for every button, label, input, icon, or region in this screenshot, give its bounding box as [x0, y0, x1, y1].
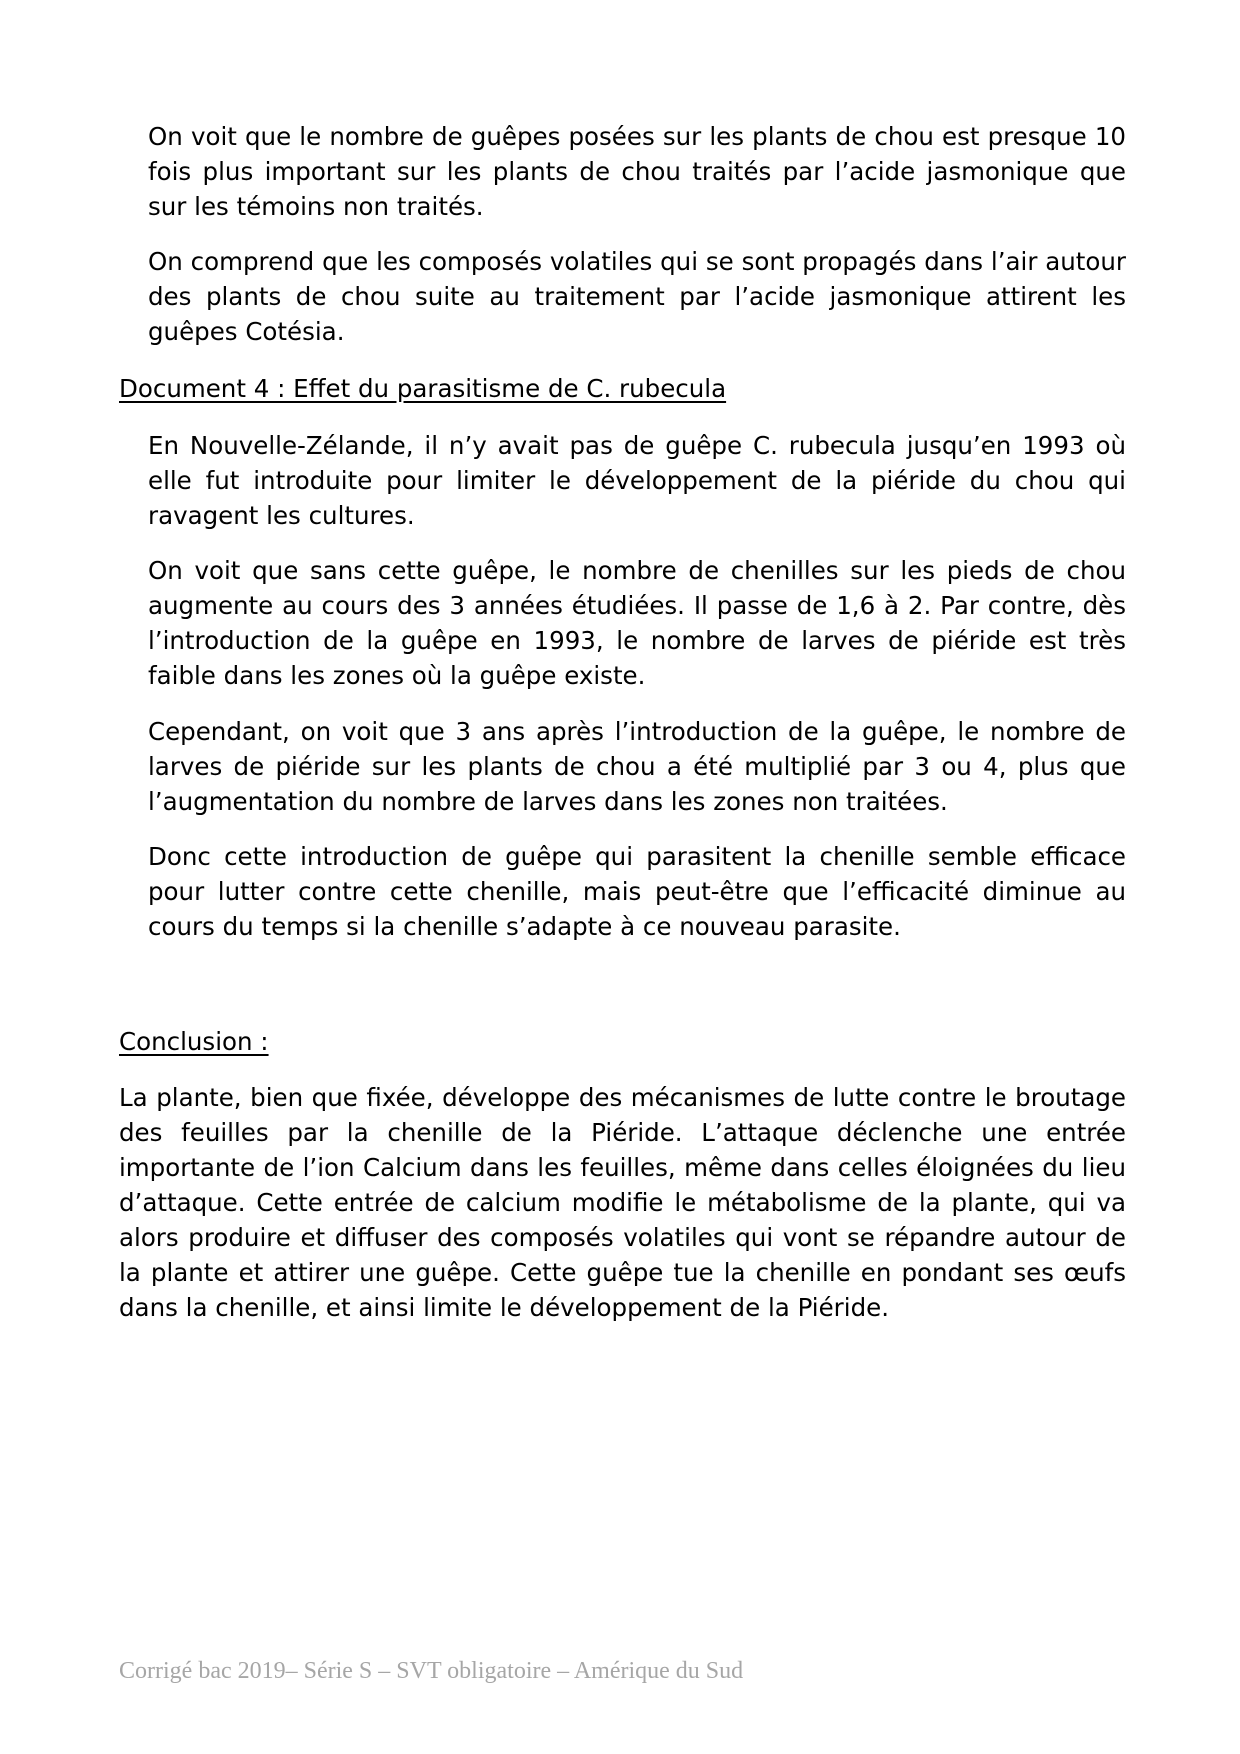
page-footer: Corrigé bac 2019– Série S – SVT obligatoire – Amérique du Sud	[119, 1658, 744, 1684]
paragraph-wasp-count: On voit que le nombre de guêpes posées sur les plants de chou est presque 10 fois plus important sur les plants de chou traités par l’acide jasmonique que sur les témoins non traités.	[148, 122, 1126, 221]
paragraph-three-years-after: Cependant, on voit que 3 ans après l’introduction de la guêpe, le nombre de larves de piéride sur les plants de chou a été multiplié par 3 ou 4, plus que l’augmentation du nombre de larves dans les zones non traitées.	[148, 717, 1126, 816]
paragraph-caterpillar-count: On voit que sans cette guêpe, le nombre de chenilles sur les pieds de chou augmente au cours des 3 années étudiées. Il passe de 1,6 à 2. Par contre, dès l’introduction de la guêpe en 1993, le nombre de larves de piéride est très faible dans les zones où la guêpe existe.	[148, 556, 1126, 690]
conclusion-paragraph: La plante, bien que fixée, développe des mécanismes de lutte contre le broutage des feuilles par la chenille de la Piéride. L’attaque déclenche une entrée importante de l’ion Calcium dans les feuilles, même dans celles éloignées du lieu d’attaque. Cette entrée de calcium modifie le métabolisme de la plante, qui va alors produire et diffuser des composés volatiles qui vont se répandre autour de la plante et attirer une guêpe. Cette guêpe tue la chenille en pondant ses œufs dans la chenille, et ainsi limite le développement de la Piéride.	[119, 1083, 1126, 1322]
conclusion-heading: Conclusion :	[119, 1027, 269, 1056]
document-4-heading: Document 4 : Effet du parasitisme de C. rubecula	[119, 374, 727, 403]
paragraph-new-zealand-introduction: En Nouvelle-Zélande, il n’y avait pas de guêpe C. rubecula jusqu’en 1993 où elle fut introduite pour limiter le développement de la piéride du chou qui ravagent les cultures.	[148, 431, 1126, 530]
paragraph-volatile-compounds: On comprend que les composés volatiles qui se sont propagés dans l’air autour des plants de chou suite au traitement par l’acide jasmonique attirent les guêpes Cotésia.	[148, 247, 1126, 346]
paragraph-efficacy: Donc cette introduction de guêpe qui parasitent la chenille semble efficace pour lutter contre cette chenille, mais peut-être que l’efficacité diminue au cours du temps si la chenille s’adapte à ce nouveau parasite.	[148, 842, 1126, 941]
